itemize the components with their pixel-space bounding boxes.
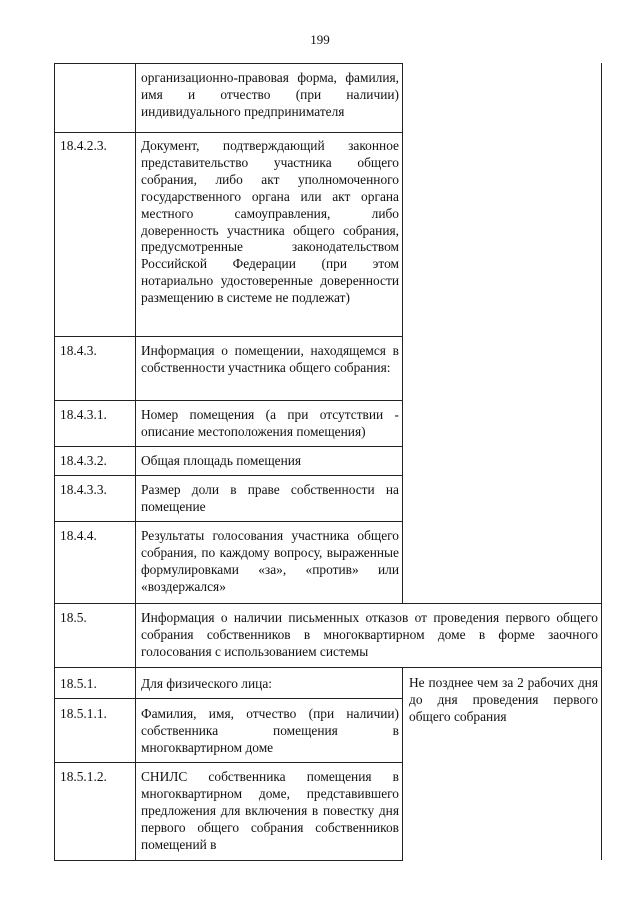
table-rule — [135, 63, 136, 860]
row-number: 18.5.1.2. — [60, 769, 107, 784]
table-rule — [54, 132, 403, 133]
row-number: 18.4.4. — [60, 528, 97, 543]
table-rule — [402, 63, 403, 603]
row-number: 18.5.1. — [60, 676, 97, 691]
row-description: Документ, подтверждающий законное представительство участника общего собрания, либо акт уполномоченного государственного органа или акт органа местного самоуправления, либо доверенность участника общего собрания, предусмотренные законодательством Российской Федерации (при этом нотариально удостоверенные доверенности размещению в системе не подлежат) — [141, 138, 399, 306]
row-description: организационно-правовая форма, фамилия, имя и отчество (при наличии) индивидуального предпринимателя — [141, 70, 399, 119]
row-description: Результаты голосования участника общего собрания, по каждому вопросу, выраженные формулировками «за», «против» или «воздержался» — [141, 528, 399, 594]
row-description: Номер помещения (а при отсутствии - описание местоположения помещения) — [141, 407, 399, 439]
row-description: Фамилия, имя, отчество (при наличии) собственника помещения в многоквартирном доме — [141, 706, 399, 755]
row-description: Общая площадь помещения — [141, 453, 302, 468]
row-description: Для физического лица: — [141, 676, 272, 691]
page-number: 199 — [310, 32, 330, 47]
row-description: СНИЛС собственника помещения в многоквартирном доме, представившего предложения для включения в повестку дня первого общего собрания собственников помещений в — [141, 769, 399, 852]
table-rule — [54, 667, 602, 668]
deadline-cell: Не позднее чем за 2 рабочих дня до дня проведения первого общего собрания — [409, 675, 598, 724]
row-number: 18.4.3.2. — [60, 453, 107, 468]
table-rule — [54, 521, 403, 522]
table-rule — [601, 63, 602, 860]
table-rule — [54, 603, 602, 604]
table-rule — [54, 336, 403, 337]
row-number: 18.4.3.1. — [60, 407, 107, 422]
table-rule — [54, 698, 403, 699]
row-description: Информация о наличии письменных отказов от проведения первого общего собрания собственников в многоквартирном доме в форме заочного голосования с использованием системы — [141, 610, 598, 659]
row-description: Размер доли в праве собственности на помещение — [141, 482, 399, 514]
table-rule — [54, 475, 403, 476]
table-rule — [54, 860, 403, 861]
table-rule — [54, 446, 403, 447]
row-number: 18.5.1.1. — [60, 706, 107, 721]
table-rule — [54, 762, 403, 763]
row-description: Информация о помещении, находящемся в собственности участника общего собрания: — [141, 343, 399, 375]
table-rule — [54, 63, 403, 64]
table-rule — [54, 400, 403, 401]
row-number: 18.4.3. — [60, 343, 97, 358]
row-number: 18.4.3.3. — [60, 482, 107, 497]
row-number: 18.5. — [60, 610, 87, 625]
table-rule — [402, 667, 403, 860]
row-number: 18.4.2.3. — [60, 138, 107, 153]
table-rule — [54, 63, 55, 860]
